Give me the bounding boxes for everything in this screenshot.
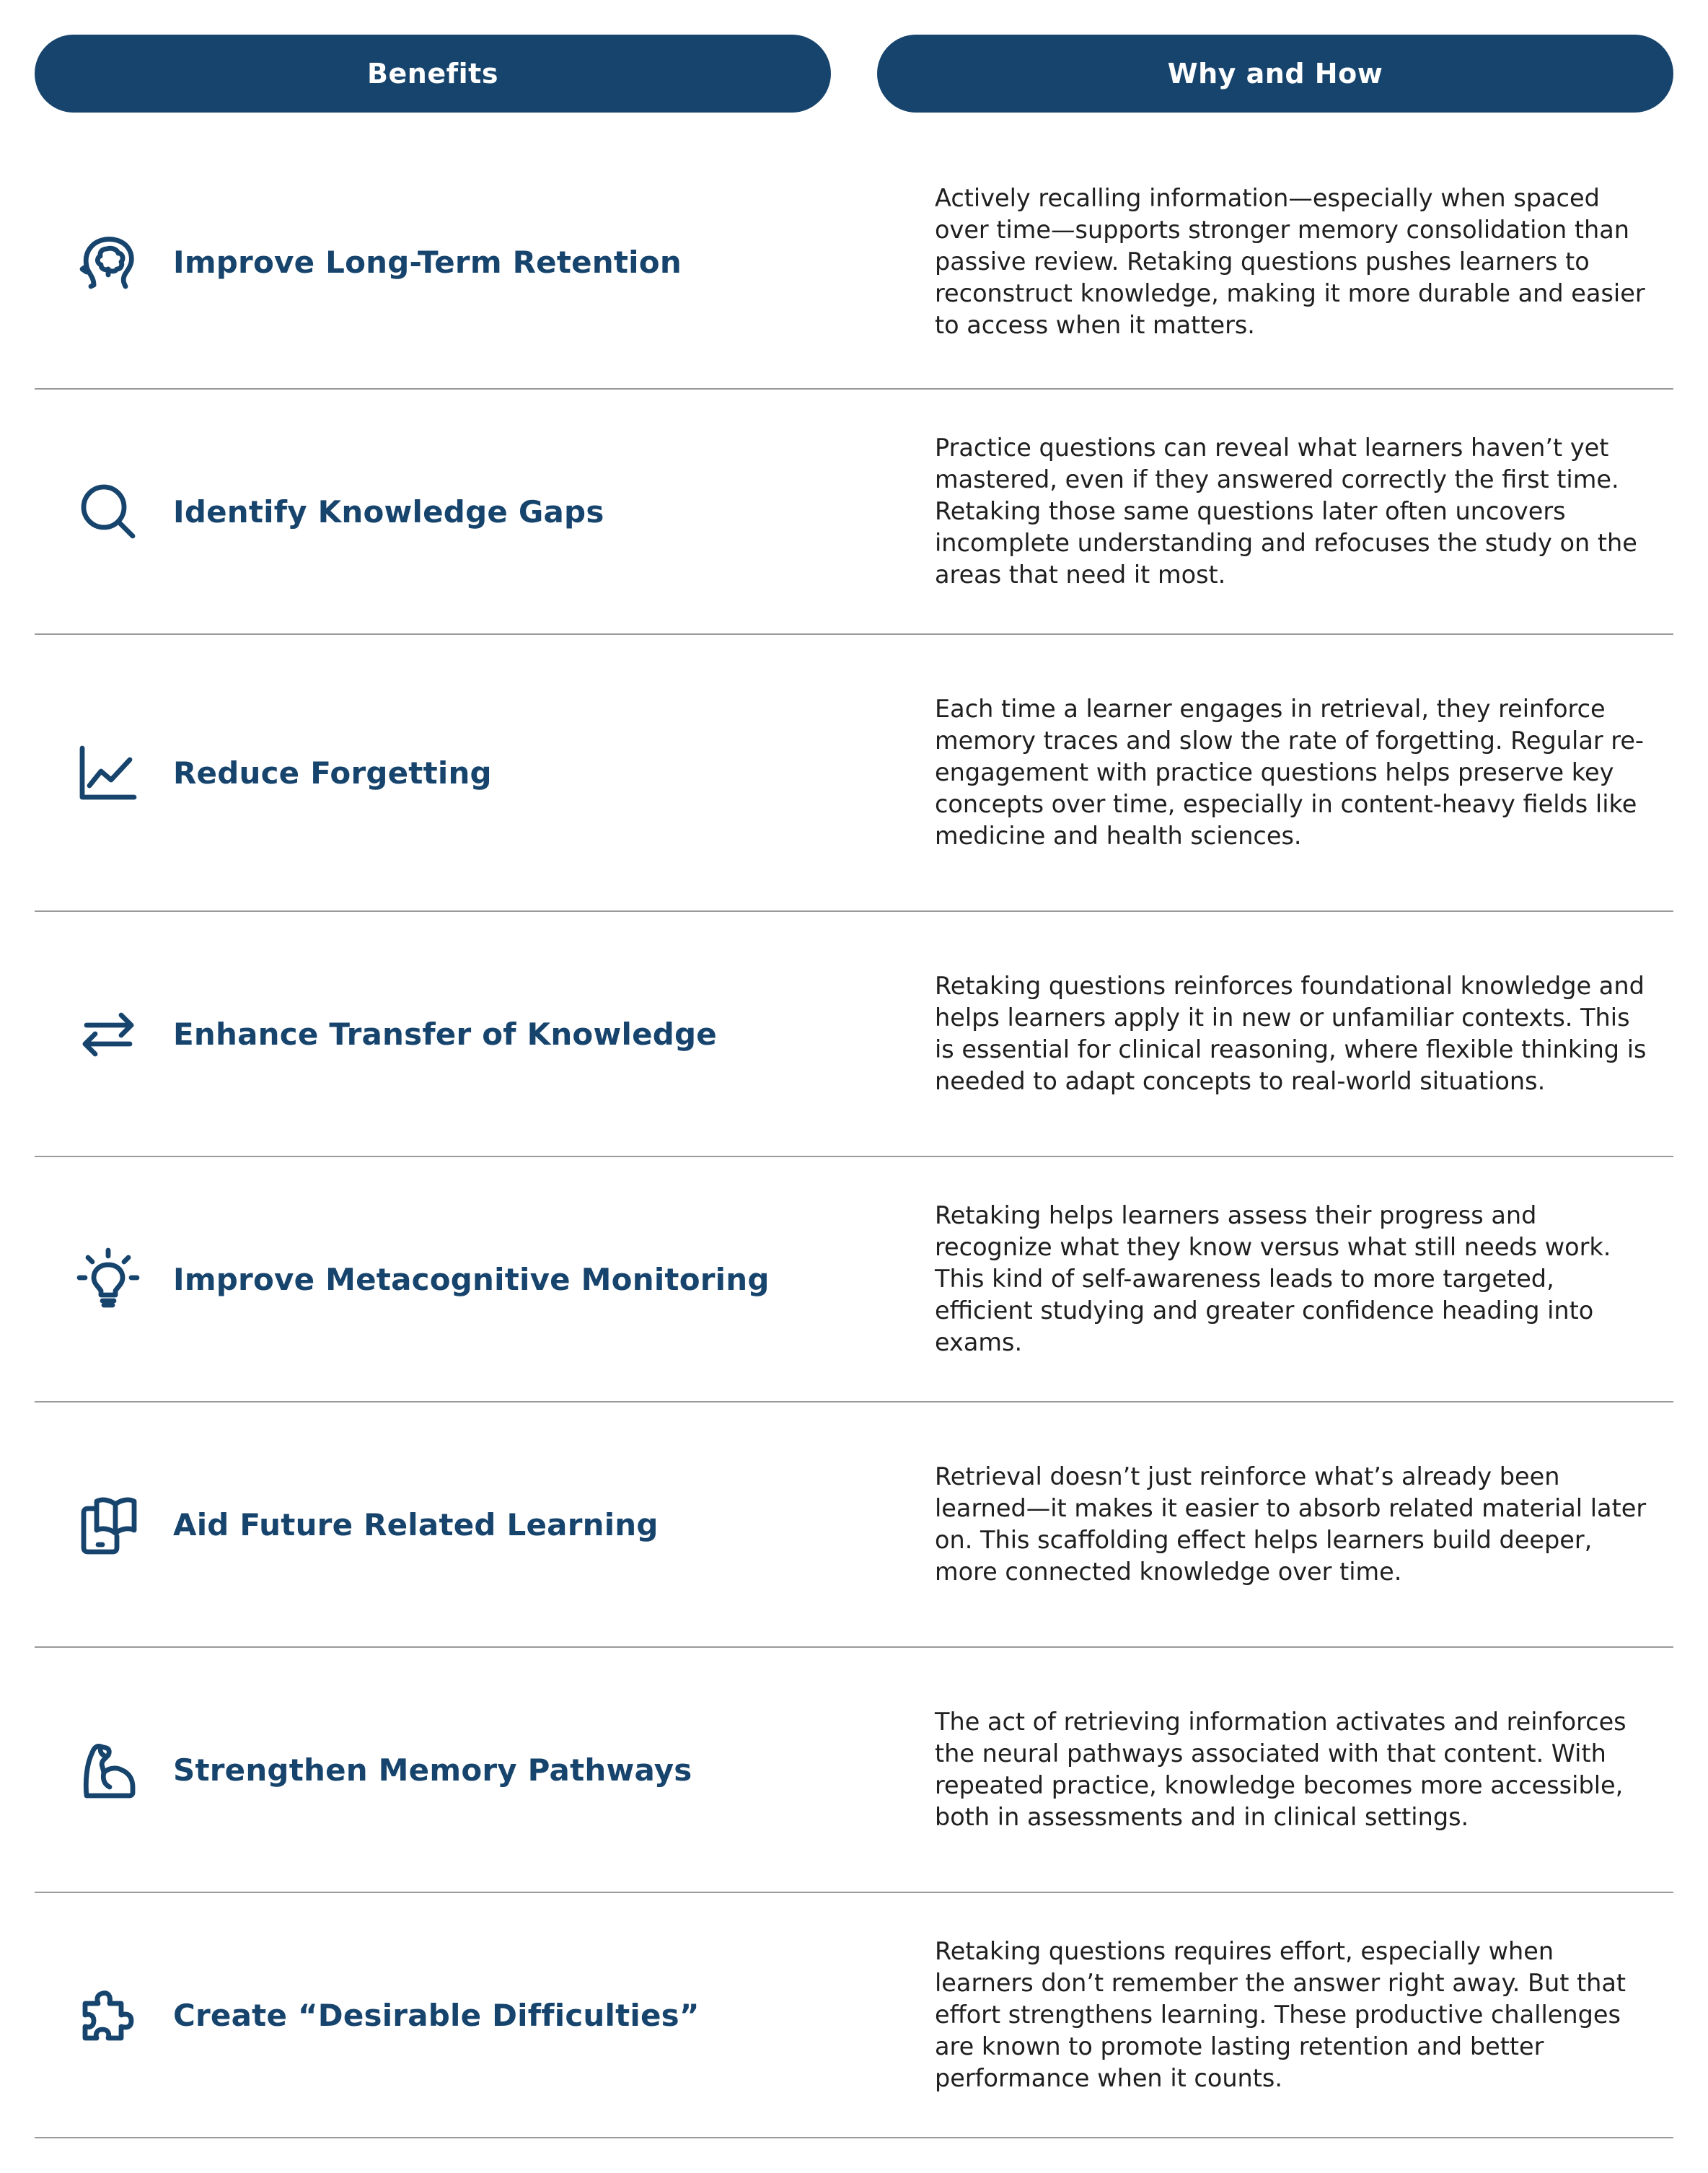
benefits-table [35,136,1673,2138]
lightbulb-icon [74,1244,143,1314]
benefit-description: Practice questions can reveal what learners haven’t yet mastered, even if they answered correctly the first time. Retaking those same questions later often uncovers incomplete understanding and refocuses the study on the areas that need it most. [935,434,1637,589]
benefit-description: Retaking questions requires effort, especially when learners don’t remember the answer right away. But that effort strengthens learning. These productive challenges are known to promote lasting retention and better performance when it counts. [935,1937,1626,2092]
table-row [35,136,1673,390]
flexed-arm-icon [74,1735,143,1804]
benefits-column-header [35,35,831,113]
table-row [35,635,1673,912]
benefit-title: Identify Knowledge Gaps [173,493,604,530]
head-brain-icon [74,227,143,297]
table-row [35,390,1673,635]
benefit-title: Improve Long-Term Retention [173,244,682,280]
tablet-book-icon [74,1490,143,1559]
benefit-description: The act of retrieving information activates and reinforces the neural pathways associated with that content. With repeated practice, knowledge becomes more accessible, both in assessments and in clinical settings. [935,1708,1626,1831]
why-how-column-header [877,35,1673,113]
benefit-title: Improve Metacognitive Monitoring [173,1261,770,1297]
why-how-header-label: Why and How [1167,58,1383,89]
table-row [35,1648,1673,1893]
puzzle-piece-icon [74,1980,143,2050]
benefit-description: Each time a learner engages in retrieval, they reinforce memory traces and slow the rate of forgetting. Regular re-engagement with practice questions helps preserve key concepts over time, especially in content-heavy fields like medicine and health sciences. [935,695,1645,850]
benefits-header-label: Benefits [367,58,498,89]
benefit-description: Retrieval doesn’t just reinforce what’s already been learned—it makes it easier to absorb related material later on. This scaffolding effect helps learners build deeper, more connected knowledge over time. [935,1462,1647,1586]
benefit-title: Strengthen Memory Pathways [173,1752,692,1788]
table-row [35,1157,1673,1402]
table-row [35,1893,1673,2138]
benefit-title: Enhance Transfer of Knowledge [173,1016,717,1052]
benefit-title: Aid Future Related Learning [173,1506,659,1542]
table-row [35,1402,1673,1648]
benefit-description: Actively recalling information—especially when spaced over time—supports stronger memory consolidation than passive review. Retaking questions pushes learners to reconstruct knowledge, making it more durable and easier to access when it matters. [935,184,1645,339]
transfer-arrows-icon [74,999,143,1068]
table-row [35,912,1673,1157]
benefit-description: Retaking helps learners assess their progress and recognize what they know versus what still needs work. This kind of self-awareness leads to more targeted, efficient studying and greater confidence heading into exams. [935,1201,1611,1356]
benefit-title: Create “Desirable Difficulties” [173,1997,700,2033]
line-chart-icon [74,738,143,807]
benefit-title: Reduce Forgetting [173,755,492,791]
magnifier-icon [74,477,143,546]
benefit-description: Retaking questions reinforces foundational knowledge and helps learners apply it in new or unfamiliar contexts. This is essential for clinical reasoning, where flexible thinking is needed to adapt concepts to real-world situations. [935,972,1647,1095]
